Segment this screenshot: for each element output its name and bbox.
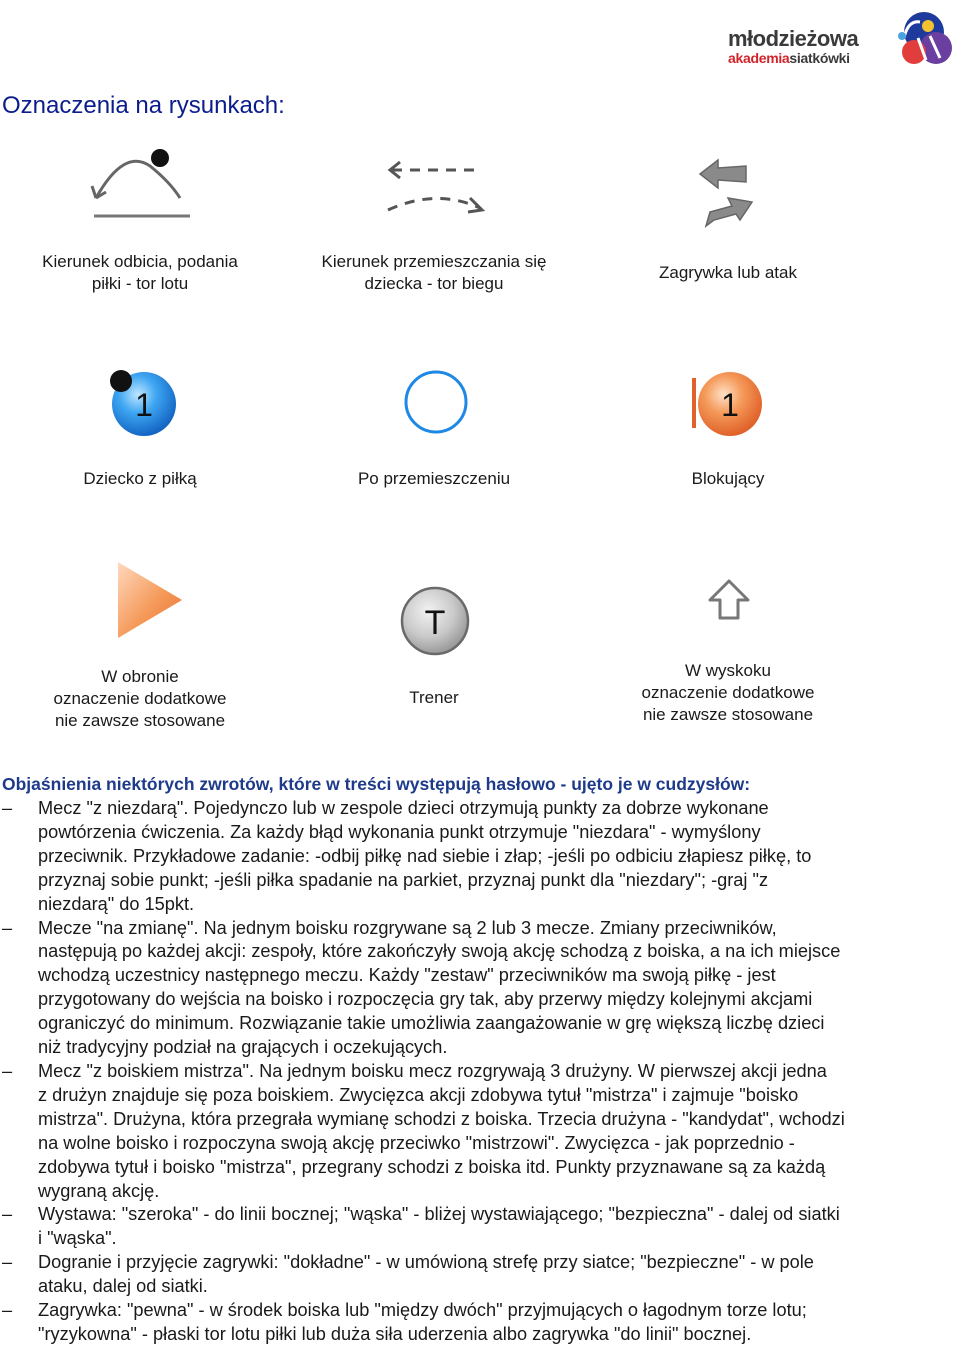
bullet-dash: – — [2, 1060, 13, 1081]
list-item — [0, 917, 960, 1060]
jump-arrow-icon — [706, 578, 752, 622]
legend-label-defense — [0, 666, 280, 732]
item-line: Dogranie i przyjęcie zagrywki: "dokładne" - w umówioną strefę przy siatce; "bezpieczne" - w pole — [38, 1252, 814, 1273]
legend-label-line: dziecka - tor biegu — [364, 274, 504, 293]
legend-label-movement-path — [294, 251, 574, 295]
item-line: na wolne boisko i rozpoczyna swoją akcję przeciwko "mistrzowi". Zwycięzca - jak poprzednio - — [38, 1132, 795, 1153]
logo-text-line1: młodzieżowa — [728, 26, 859, 51]
item-line: wchodzą uczestnicy następnego meczu. Każdy "zestaw" przeciwników ma swoją piłkę - jest — [38, 965, 776, 986]
legend-label-attack — [588, 262, 868, 284]
bullet-dash: – — [2, 798, 13, 818]
legend-label-coach — [294, 687, 574, 709]
legend-label-line: Trener — [409, 688, 459, 707]
list-item — [0, 1251, 960, 1299]
item-line: następują po każdej akcji: zespoły, które zakończyły swoją akcję schodzą z boiska, a na ich miejsce — [38, 941, 841, 962]
legend-label-after-move — [294, 468, 574, 490]
legend-label-line: nie zawsze stosowane — [54, 711, 226, 730]
defense-triangle-icon — [114, 560, 186, 640]
legend-label-line: oznaczenie dodatkowe — [641, 683, 815, 702]
legend-label-player-with-ball — [0, 468, 280, 490]
item-line: ataku, dalej od siatki. — [38, 1276, 208, 1297]
bullet-dash: – — [2, 1204, 13, 1225]
legend-label-line: oznaczenie dodatkowe — [53, 689, 227, 708]
list-item — [0, 1203, 960, 1251]
logo-text-siatkowki: siatkówki — [789, 50, 850, 66]
legend-label-line: Zagrywka lub atak — [659, 263, 797, 282]
list-item — [0, 1299, 960, 1347]
player-after-move-icon — [402, 368, 470, 436]
item-line: przygotowany do wejścia na boisko i rozpoczęcia gry tak, aby przerwy między kolejnymi akcjami — [38, 989, 813, 1010]
movement-path-icon — [384, 158, 488, 216]
item-line: Mecz "z boiskiem mistrza". Na jednym boisku mecz rozgrywają 3 drużyny. W pierwszej akcji jedna — [38, 1060, 827, 1081]
legend-label-jump — [588, 660, 868, 726]
coach-letter: T — [424, 604, 446, 642]
bullet-dash: – — [2, 917, 13, 938]
logo-figure-icon — [890, 8, 952, 70]
item-line: przyznaj sobie punkt; -jeśli piłka spadanie na parkiet, przyznaj punkt dla "niezdary"; -graj "z — [38, 869, 769, 890]
ball-trajectory-icon — [88, 146, 194, 222]
item-line: niż tradycyjny podział na grających i oczekujących. — [38, 1037, 448, 1058]
logo-text-line2 — [728, 50, 850, 66]
item-line: zdobywa tytuł i boisko "mistrza", przegrany schodzi z boiska itd. Punkty przyznawane są za każdą — [38, 1156, 826, 1177]
blocker-number: 1 — [721, 387, 739, 423]
legend-label-line: piłki - tor lotu — [91, 274, 189, 293]
attack-arrows-icon — [696, 154, 756, 230]
bullet-dash: – — [2, 1300, 13, 1321]
item-line: ograniczyć do minimum. Rozwiązanie takie umożliwia zaangażowanie w grę większą liczbę dzieci — [38, 1013, 825, 1034]
page-title: Oznaczenia na rysunkach: — [2, 92, 285, 119]
legend-label-line: W wyskoku — [685, 661, 771, 680]
explanation-list — [0, 797, 960, 1347]
item-line: powtórzenia ćwiczenia. Za każdy błąd wykonania punkt otrzymuje "niezdara" - wymyślony — [38, 821, 761, 842]
item-line: wygraną akcję. — [38, 1180, 160, 1201]
item-line: przeciwnik. Przykładowe zadanie: -odbij piłkę nad siebie i złap; -jeśli po odbiciu złapiesz piłkę, to — [38, 845, 812, 866]
item-line: Wystawa: "szeroka" - do linii bocznej; "wąska" - bliżej wystawiającego; "bezpieczna" - dalej od siatki — [38, 1204, 840, 1225]
item-line: mistrza". Drużyna, która przegrała wymianę schodzi z boiska. Trzecia drużyna - "kandydat", wchodzi — [38, 1108, 845, 1129]
list-item — [0, 797, 960, 917]
academy-logo — [724, 8, 952, 68]
item-line: Mecze "na zmianę". Na jednym boisku rozgrywane są 2 lub 3 mecze. Zmiany przeciwników, — [38, 917, 777, 938]
player-with-ball-icon — [104, 366, 180, 440]
legend-label-line: Kierunek przemieszczania się — [321, 252, 547, 271]
logo-text-akademia: akademia — [728, 50, 790, 66]
item-line: z drużyn znajduje się poza boiskiem. Zwycięzca akcji zdobywa tytuł "mistrza" i zajmuje "boisko — [38, 1084, 799, 1105]
item-line: Mecz "z niezdarą". Pojedynczo lub w zespole dzieci otrzymują punkty za dobrze wykonane — [38, 798, 769, 818]
item-line: niezdarą" do 15pkt. — [38, 893, 195, 914]
list-item — [0, 1060, 960, 1203]
player-number: 1 — [135, 387, 153, 423]
legend-label-line: Po przemieszczeniu — [357, 469, 511, 488]
legend-label-blocker — [588, 468, 868, 490]
item-line: Zagrywka: "pewna" - w środek boiska lub "między dwóch" przyjmujących o łagodnym torze lotu; — [38, 1300, 807, 1321]
section-heading: Objaśnienia niektórych zwrotów, które w treści występują hasłowo - ujęto je w cudzysłów: — [2, 774, 751, 794]
bullet-dash: – — [2, 1252, 13, 1273]
legend-label-line: Dziecko z piłką — [83, 469, 197, 488]
legend-label-ball-trajectory — [0, 251, 280, 295]
legend-label-line: nie zawsze stosowane — [642, 705, 814, 724]
blocker-icon — [688, 368, 766, 440]
item-line: "ryzykowna" - płaski tor lotu piłki lub duża siła uderzenia albo zagrywka "do linii" bocznej. — [38, 1323, 752, 1344]
legend-label-line: Kierunek odbicia, podania — [42, 252, 238, 271]
item-line: i "wąska". — [38, 1228, 117, 1249]
coach-icon — [398, 584, 472, 658]
legend-label-line: W obronie — [101, 667, 179, 686]
legend-label-line: Blokujący — [691, 469, 765, 488]
